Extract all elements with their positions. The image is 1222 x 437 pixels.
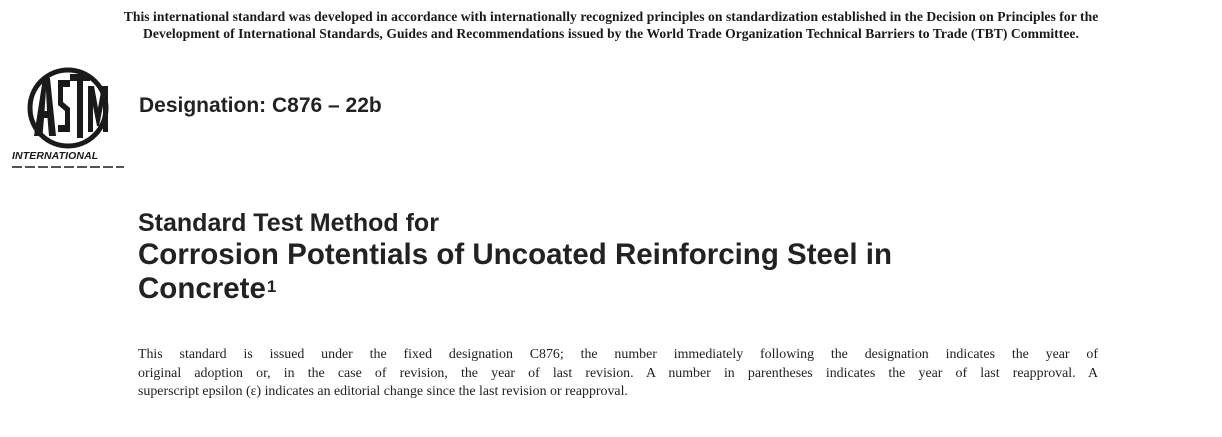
logo-wordmark: INTERNATIONAL <box>12 150 99 162</box>
title-line-2: Corrosion Potentials of Uncoated Reinforcing Steel in <box>138 238 892 271</box>
document-title <box>138 208 892 306</box>
astm-logo <box>12 66 124 170</box>
title-line-1: Standard Test Method for <box>138 209 439 237</box>
scope-line-1: This standard is issued under the fixed designation C876; the number immediately following the designation indicates the year of <box>138 347 1098 362</box>
scope-line-3: superscript epsilon (ε) indicates an editorial change since the last revision or reapproval. <box>138 384 628 399</box>
astm-logo-icon <box>12 66 124 150</box>
scope-line-2: original adoption or, in the case of revision, the year of last revision. A number in parentheses indicates the year of last reapproval. A <box>138 365 1098 381</box>
tbt-notice <box>6 8 1216 42</box>
tbt-notice-line-1: This international standard was developed in accordance with internationally recognized principles on standardization established in the Decision on Principles for the <box>123 9 1099 24</box>
title-footnote-mark: 1 <box>266 277 277 296</box>
designation-label: Designation: C876 – 22b <box>139 94 382 117</box>
logo-underline-icon <box>12 165 124 169</box>
tbt-notice-line-2: Development of International Standards, Guides and Recommendations issued by the World Trade Organization Technical Barriers to Trade (TBT) Committee. <box>143 26 1079 41</box>
title-line-3-text: Concrete <box>138 272 266 305</box>
standard-scope-paragraph <box>138 346 1098 402</box>
title-line-3 <box>138 272 892 306</box>
